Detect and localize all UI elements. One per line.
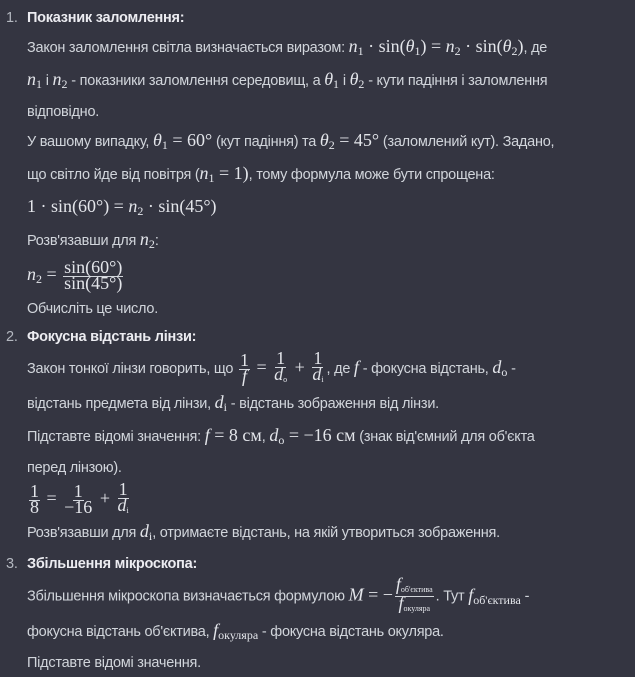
text-segment: - фокусна відстань окуляра. (258, 623, 444, 640)
text-segment: і (42, 73, 53, 89)
text-segment: відповідно. (27, 104, 100, 120)
text-line (27, 258, 635, 295)
math-variable: $d_o$ (274, 364, 288, 385)
item-title: Фокусна відстань лінзи: (27, 329, 197, 345)
list-item-3 (0, 550, 635, 676)
math-subscript: 2 (36, 272, 42, 286)
math-subscript: окуляра (403, 604, 431, 614)
item-title: Збільшення мікроскопа: (27, 556, 198, 573)
math-subscript: окуляра (218, 627, 259, 642)
text-line (27, 479, 635, 517)
math-variable: $d_o$ (492, 357, 508, 379)
text-segment: , отримаєте відстань, на якій утвориться зображення. (152, 525, 500, 542)
fraction-denominator (311, 364, 324, 386)
text-line (27, 295, 635, 323)
math-variable: $d_i$ (117, 495, 129, 516)
text-segment: , (261, 429, 270, 445)
text-segment: Закон заломлення світла визначається виразом: (27, 40, 349, 56)
item-title-line (27, 550, 635, 578)
text-segment: - показники заломлення середовищ, а (67, 73, 325, 89)
fraction-denominator (397, 593, 431, 615)
list-number: 3. (6, 556, 18, 573)
math-subscript: o (501, 365, 508, 379)
math-fraction (273, 348, 288, 386)
math-variable: $d_i$ (139, 521, 153, 544)
math-subscript: 2 (328, 138, 335, 152)
math-variable: $f_{окуляра}$ (398, 593, 431, 614)
text-line (27, 517, 635, 550)
text-segment: Розв'язавши для (27, 233, 140, 249)
math-variable: $\theta_1$ (405, 36, 421, 58)
math-variable: $n_1$ (348, 36, 364, 58)
text-line (27, 32, 635, 65)
text-line (27, 192, 635, 225)
text-segment: У вашому випадку, (27, 134, 153, 150)
text-segment: Обчисліть це число. (27, 301, 159, 317)
math-subscript: 2 (511, 44, 518, 58)
math-subscript: o (283, 375, 288, 385)
math-fraction (395, 574, 434, 615)
math-subscript: 2 (358, 77, 365, 91)
fraction-denominator (116, 495, 129, 517)
math-fraction (116, 479, 129, 517)
math-expression: = 45° (334, 130, 380, 150)
math-subscript: 1 (208, 171, 215, 185)
math-expression: 1 (30, 480, 39, 501)
math-subscript: 2 (454, 44, 461, 58)
math-subscript: i (126, 506, 129, 516)
text-segment: - кути падіння і заломлення (364, 73, 548, 89)
text-line (27, 65, 635, 98)
item-title-line (27, 4, 635, 32)
math-variable: $n_2$ (128, 196, 144, 218)
text-segment: що світло йде від повітря ( (27, 167, 200, 183)
math-variable: $\theta_2$ (502, 36, 518, 58)
math-variable: $\theta_2$ (349, 69, 365, 91)
list-number: 1. (6, 10, 18, 26)
text-line (27, 225, 635, 258)
math-variable: $n_2$ (445, 36, 461, 58)
math-expression: 1 · sin(60°) = (27, 196, 129, 216)
math-variable: $f_{об'єктива}$ (395, 574, 433, 595)
text-segment: фокусна відстань об'єктива, (27, 623, 214, 640)
text-line (27, 348, 635, 388)
math-expression: = (42, 264, 62, 284)
text-segment: - фокусна відстань, (358, 361, 493, 377)
math-subscript: об'єктива (473, 592, 521, 607)
math-expression: sin(45°) (64, 272, 123, 293)
math-subscript: 1 (161, 138, 168, 152)
math-variable: $n_1$ (199, 163, 215, 185)
math-expression: 1 (313, 348, 323, 369)
math-fraction (63, 256, 123, 293)
list-item-1 (0, 4, 635, 323)
text-line (27, 421, 635, 454)
math-subscript: 1 (357, 44, 364, 58)
math-subscript: i (148, 529, 153, 544)
text-segment: відстань предмета від лінзи, (27, 396, 215, 412)
list-item-2 (0, 323, 635, 550)
math-subscript: o (278, 433, 285, 447)
text-line (27, 98, 635, 126)
math-subscript: 1 (414, 44, 421, 58)
text-segment: перед лінзою). (27, 460, 122, 476)
math-expression: + (95, 488, 115, 508)
math-expression: = (252, 357, 272, 377)
text-segment: Закон тонкої лінзи говорить, що (27, 361, 237, 377)
text-segment: . Тут (435, 588, 469, 605)
math-expression: −16 (64, 496, 93, 517)
text-segment: - (520, 588, 530, 605)
fraction-denominator (273, 364, 288, 386)
math-expression: sin(60°) (64, 256, 123, 277)
text-segment: , де (326, 361, 354, 377)
text-line (27, 454, 635, 482)
math-fraction (311, 348, 324, 386)
math-variable: $d_i$ (214, 392, 228, 414)
fraction-denominator (63, 496, 93, 517)
math-expression: · sin(45°) (143, 196, 217, 216)
math-expression: = 1) (214, 163, 249, 183)
math-subscript: об'єктива (400, 585, 433, 595)
text-line (27, 388, 635, 421)
text-segment: - відстань зображення від лінзи. (227, 396, 439, 412)
text-segment: , де (523, 40, 548, 56)
math-variable: $\theta_1$ (324, 69, 340, 91)
math-expression: = −16 см (284, 425, 356, 445)
text-segment: Розв'язавши для (27, 525, 140, 542)
math-fraction (63, 480, 93, 517)
text-line (27, 126, 635, 159)
math-expression: + (290, 357, 310, 377)
text-segment: Підставте відомі значення. (27, 654, 201, 671)
text-segment: Підставте відомі значення: (27, 429, 205, 445)
math-expression: = 60° (167, 130, 213, 150)
text-line (27, 574, 635, 615)
math-subscript: 1 (333, 77, 340, 91)
text-segment: , тому формула може бути спрощена: (248, 167, 495, 183)
math-expression: = 8 см (209, 425, 262, 445)
text-segment: (кут падіння) та (212, 134, 320, 150)
math-expression: = (42, 488, 62, 508)
list-number: 2. (6, 329, 18, 345)
text-line (27, 649, 635, 677)
text-segment: : (154, 233, 159, 249)
math-subscript: i (321, 375, 324, 385)
math-variable: f (241, 365, 247, 386)
math-expression: 8 (30, 496, 39, 517)
math-variable: $n_2$ (27, 264, 42, 286)
math-subscript: 2 (137, 204, 144, 218)
math-expression: 1 (240, 349, 249, 370)
math-variable: $\theta_1$ (153, 130, 168, 152)
math-variable: f (204, 425, 210, 445)
item-title-line (27, 323, 635, 351)
math-expression: 1 (276, 348, 286, 369)
math-variable: $d_i$ (312, 364, 324, 385)
math-subscript: 2 (61, 77, 68, 91)
math-variable: f (353, 357, 359, 377)
math-expression: 1 (73, 480, 83, 501)
text-segment: і (339, 73, 350, 89)
text-segment: (знак від'ємний для об'єкта (355, 429, 535, 445)
math-subscript: i (223, 400, 228, 414)
math-variable: $n_2$ (52, 69, 68, 91)
math-expression: · sin( (363, 36, 406, 56)
math-expression: ) = (420, 36, 446, 56)
math-variable: $f_{об'єктива}$ (468, 584, 521, 607)
math-expression: ) (517, 36, 524, 56)
math-variable: $\theta_2$ (319, 130, 335, 152)
text-segment: Збільшення мікроскопа визначається формулою (27, 588, 349, 605)
math-expression: · sin( (460, 36, 503, 56)
math-expression: 1 (118, 479, 128, 500)
item-title: Показник заломлення: (27, 10, 185, 26)
math-variable: $f_{окуляра}$ (213, 619, 259, 642)
math-variable: M (348, 584, 364, 605)
math-expression: = − (363, 584, 393, 605)
text-segment: (заломлений кут). Задано, (379, 134, 555, 150)
fraction-denominator (241, 365, 248, 386)
fraction-denominator (63, 272, 123, 293)
text-line (27, 159, 635, 192)
text-segment: - (507, 361, 516, 377)
fraction-denominator (29, 496, 40, 517)
math-fraction (29, 480, 40, 517)
math-variable: $d_o$ (269, 425, 285, 447)
math-variable: $n_1$ (27, 69, 42, 91)
math-variable: $n_2$ (139, 229, 155, 251)
text-line (27, 616, 635, 649)
math-subscript: 1 (36, 77, 42, 91)
math-subscript: 2 (148, 237, 155, 251)
math-fraction (239, 349, 250, 386)
